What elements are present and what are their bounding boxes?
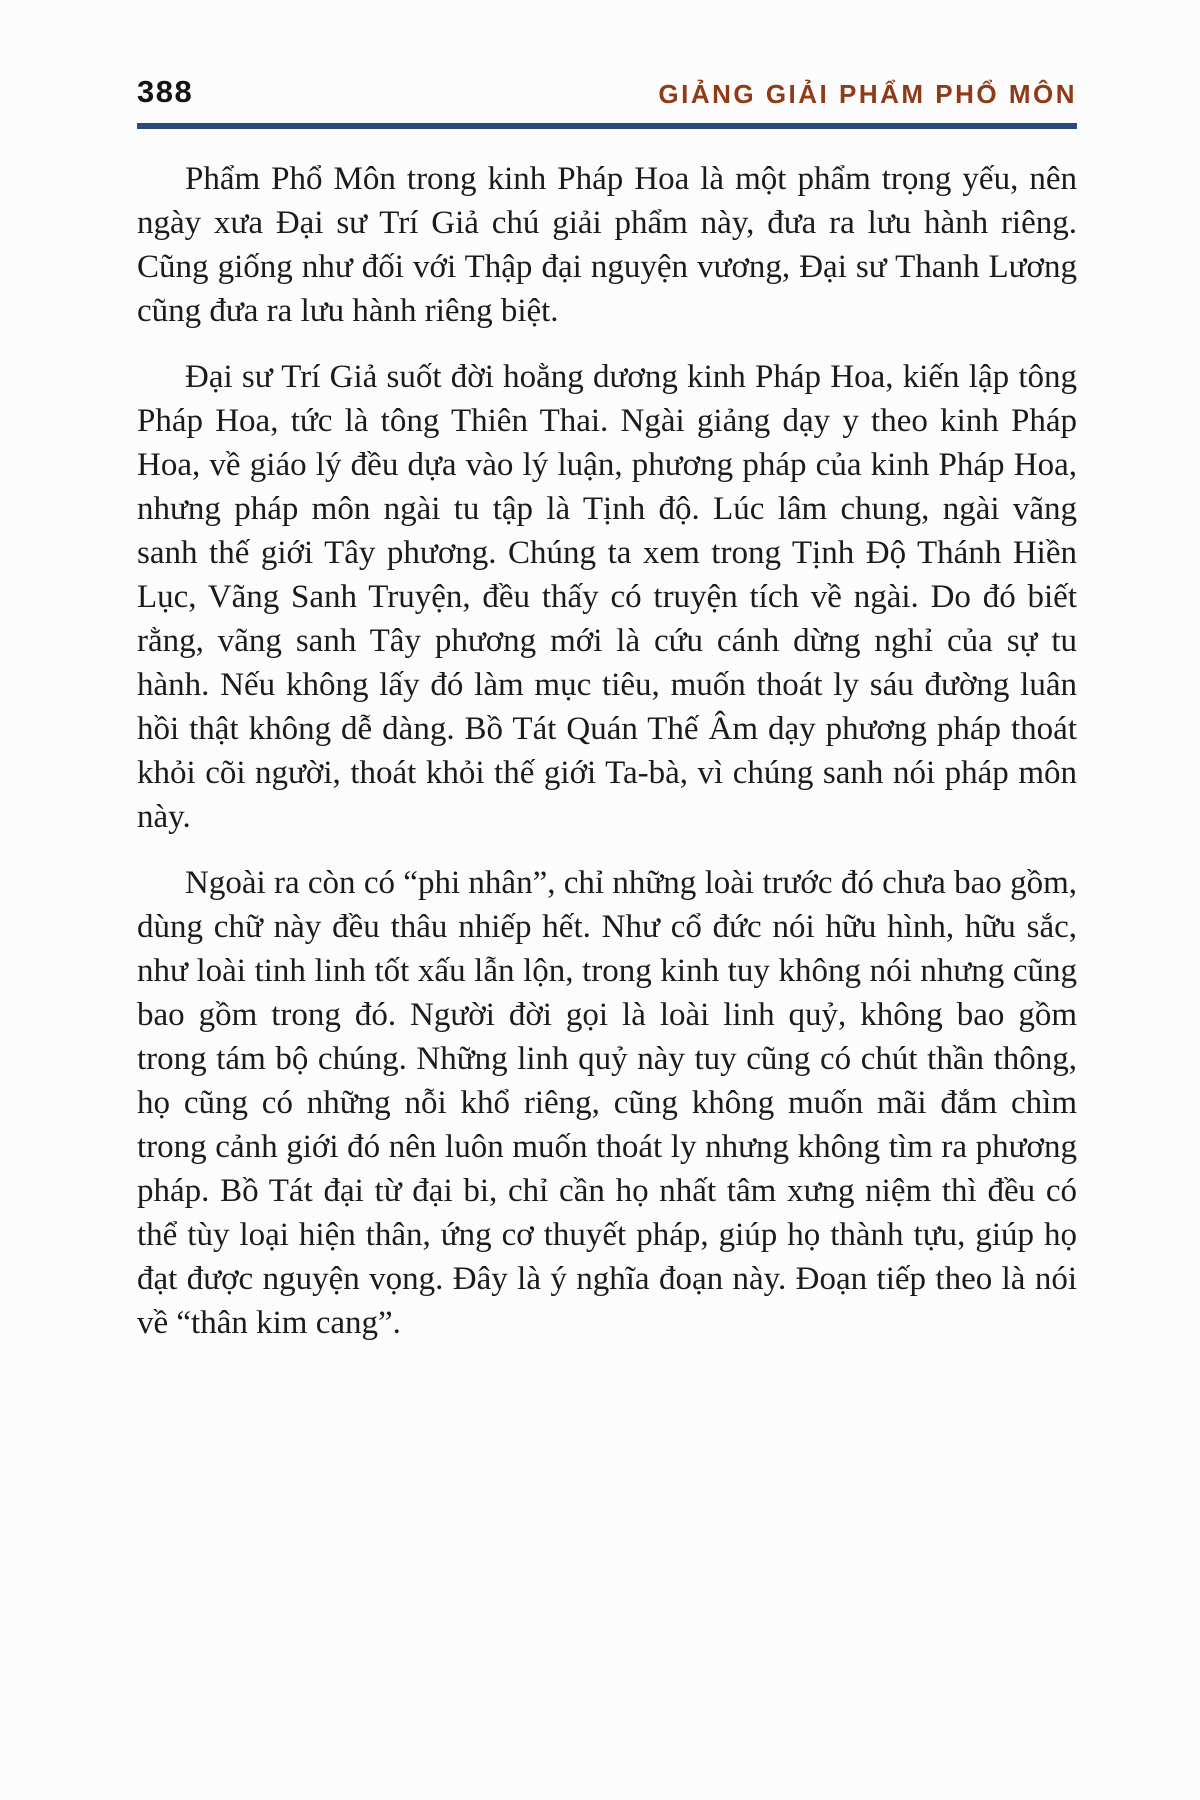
page-header: [137, 0, 1077, 110]
paragraph: Phẩm Phổ Môn trong kinh Pháp Hoa là một phẩm trọng yếu, nên ngày xưa Đại sư Trí Giả chú giải phẩm này, đưa ra lưu hành riêng. Cũng giống như đối với Thập đại nguyện vương, Đại sư Thanh Lương cũng đưa ra lưu hành riêng biệt.: [137, 161, 1077, 329]
running-header-title: GIẢNG GIẢI PHẨM PHỔ MÔN: [658, 79, 1077, 109]
body-text: [137, 157, 1077, 1345]
paragraph: Đại sư Trí Giả suốt đời hoằng dương kinh Pháp Hoa, kiến lập tông Pháp Hoa, tức là tông Thiên Thai. Ngài giảng dạy y theo kinh Pháp Hoa, về giáo lý đều dựa vào lý luận, phương pháp của kinh Pháp Hoa, nhưng pháp môn ngài tu tập là Tịnh độ. Lúc lâm chung, ngài vãng sanh thế giới Tây phương. Chúng ta xem trong Tịnh Độ Thánh Hiền Lục, Vãng Sanh Truyện, đều thấy có truyện tích về ngài. Do đó biết rằng, vãng sanh Tây phương mới là cứu cánh dừng nghỉ của sự tu hành. Nếu không lấy đó làm mục tiêu, muốn thoát ly sáu đường luân hồi thật không dễ dàng. Bồ Tát Quán Thế Âm dạy phương pháp thoát khỏi cõi người, thoát khỏi thế giới Ta-bà, vì chúng sanh nói pháp môn này.: [137, 359, 1077, 835]
paragraph: Ngoài ra còn có “phi nhân”, chỉ những loài trước đó chưa bao gồm, dùng chữ này đều thâu nhiếp hết. Như cổ đức nói hữu hình, hữu sắc, như loài tinh linh tốt xấu lẫn lộn, trong kinh tuy không nói nhưng cũng bao gồm trong đó. Người đời gọi là loài linh quỷ, không bao gồm trong tám bộ chúng. Những linh quỷ này tuy cũng có chút thần thông, họ cũng có những nỗi khổ riêng, cũng không muốn mãi đắm chìm trong cảnh giới đó nên luôn muốn thoát ly nhưng không tìm ra phương pháp. Bồ Tát đại từ đại bi, chỉ cần họ nhất tâm xưng niệm thì đều có thể tùy loại hiện thân, ứng cơ thuyết pháp, giúp họ thành tựu, giúp họ đạt được nguyện vọng. Đây là ý nghĩa đoạn này. Đoạn tiếp theo là nói về “thân kim cang”.: [137, 865, 1077, 1341]
header-rule: [137, 123, 1077, 129]
content-column: [137, 0, 1077, 1367]
page-number: 388: [137, 74, 194, 109]
